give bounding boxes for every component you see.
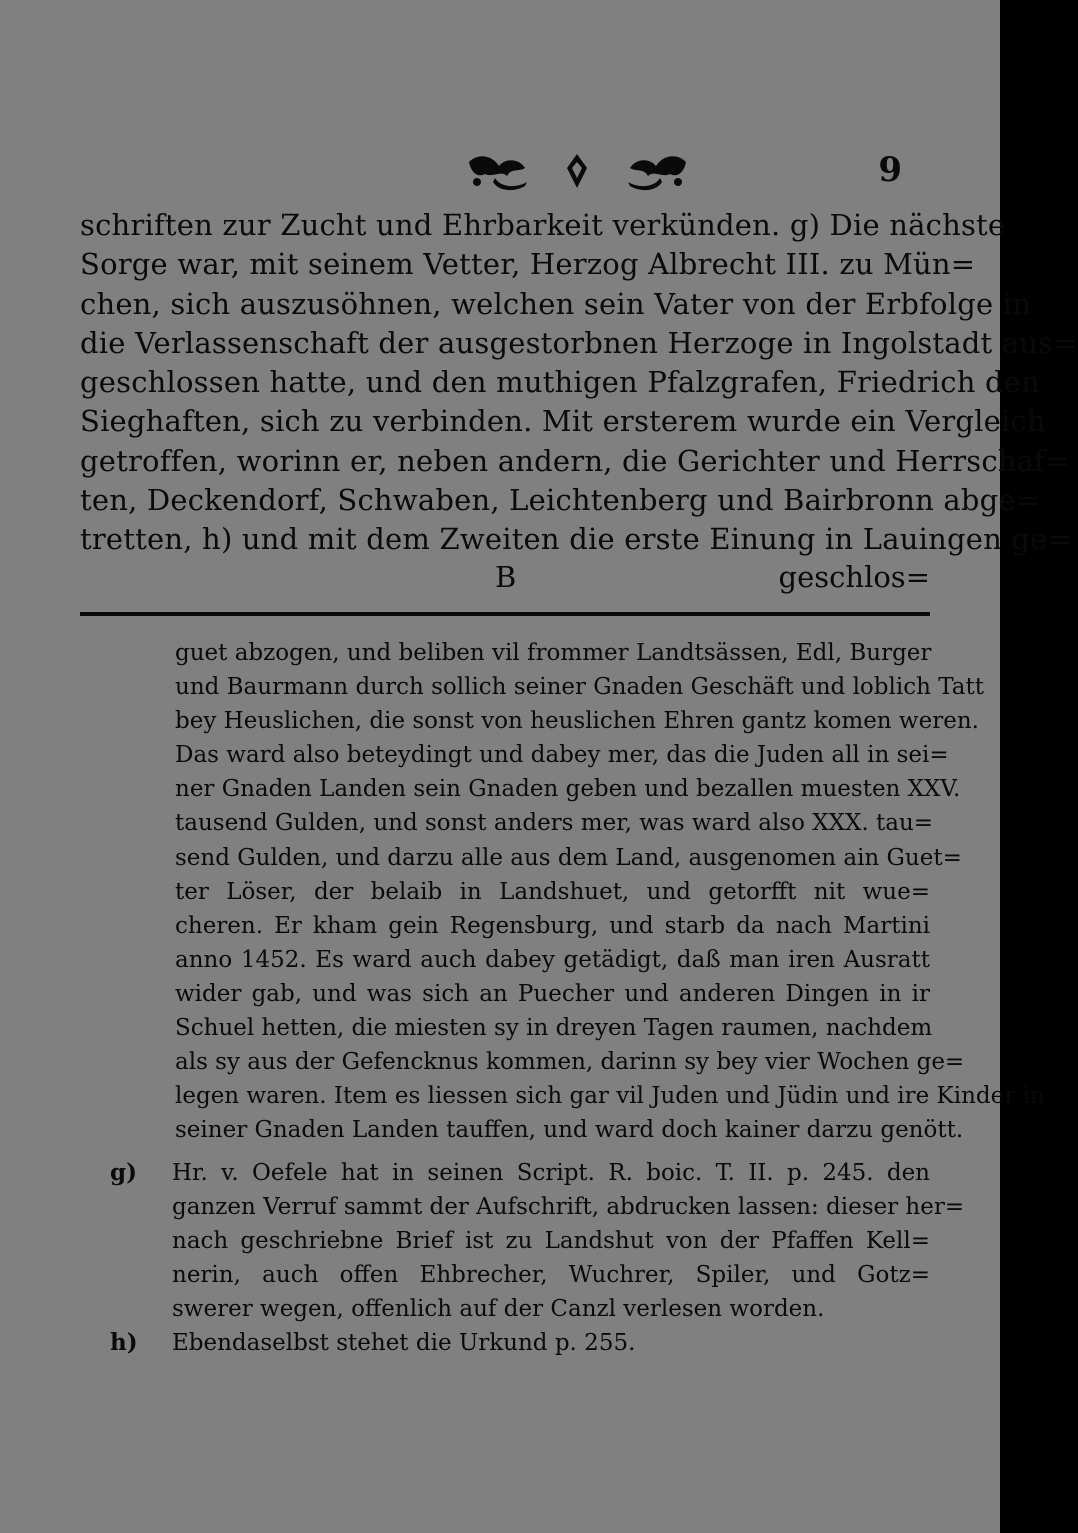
note-line: wider gab, und was sich an Puecher und anderen Dingen in ir (175, 980, 930, 1007)
footnote-line: nach geschriebne Brief ist zu Landshut von der Pfaffen Kell= (172, 1228, 930, 1255)
footnote-line: Ebendaselbst stehet die Urkund p. 255. (172, 1330, 636, 1357)
footnote-line: swerer wegen, offenlich auf der Canzl verlesen worden. (172, 1296, 825, 1323)
note-line: und Baurmann durch sollich seiner Gnaden Geschäft und loblich Tatt (175, 674, 984, 701)
main-paragraph (80, 206, 1078, 560)
note-line: tausend Gulden, und sonst anders mer, was ward also XXX. tau= (175, 810, 934, 837)
text-line: Sieghaften, sich zu verbinden. Mit ersterem wurde ein Vergleich (80, 404, 1046, 439)
note-line: Das ward also beteydingt und dabey mer, das die Juden all in sei= (175, 742, 949, 769)
catchword: geschlos= (778, 560, 930, 594)
note-line: legen waren. Item es liessen sich gar vil Juden und Jüdin und ire Kinder in (175, 1083, 1045, 1110)
footnotes (110, 1156, 965, 1361)
note-line: anno 1452. Es ward auch dabey getädigt, daß man iren Ausratt (175, 946, 930, 973)
page-number: 9 (878, 150, 902, 190)
text-line: geschlossen hatte, und den muthigen Pfalzgrafen, Friedrich den (80, 365, 1040, 400)
footnote-line: ganzen Verruf sammt der Aufschrift, abdrucken lassen: dieser her= (172, 1194, 965, 1221)
note-line: bey Heuslichen, die sonst von heuslichen Ehren gantz komen weren. (175, 708, 979, 735)
signature-row (80, 560, 930, 600)
note-line: cheren. Er kham gein Regensburg, und starb da nach Martini (175, 912, 930, 939)
note-line: Schuel hetten, die miesten sy in dreyen Tagen raumen, nachdem (175, 1015, 933, 1042)
footnote-h (110, 1326, 930, 1360)
text-line: tretten, h) und mit dem Zweiten die erste Einung in Lauingen ge= (80, 522, 1073, 557)
quoted-chronicle-note (175, 636, 1045, 1147)
note-line: send Gulden, und darzu alle aus dem Land, ausgenomen ain Guet= (175, 844, 962, 871)
footnote-marker: h) (110, 1329, 138, 1357)
note-line: ner Gnaden Landen sein Gnaden geben und bezallen muesten XXV. (175, 776, 961, 803)
note-line: ter Löser, der belaib in Landshuet, und getorfft nit wue= (175, 878, 930, 905)
text-line: ten, Deckendorf, Schwaben, Leichtenberg und Bairbronn abge= (80, 483, 1041, 518)
footnote-marker: g) (110, 1159, 137, 1186)
note-line: als sy aus der Gefencknus kommen, darinn sy bey vier Wochen ge= (175, 1049, 965, 1076)
note-line: seiner Gnaden Landen tauffen, und ward doch kainer darzu genött. (175, 1117, 964, 1144)
footnote-line: Hr. v. Oefele hat in seinen Script. R. boic. T. II. p. 245. den (172, 1160, 930, 1186)
footnote-rule (80, 612, 930, 616)
text-line: Sorge war, mit seinem Vetter, Herzog Albrecht III. zu Mün= (80, 247, 976, 282)
footnote-g (110, 1156, 965, 1326)
text-line: chen, sich auszusöhnen, welchen sein Vater von der Erbfolge in (80, 286, 1032, 321)
text-line: schriften zur Zucht und Ehrbarkeit verkünden. g) Die nächste (80, 208, 1006, 242)
note-line: guet abzogen, und beliben vil frommer Landtsässen, Edl, Burger (175, 640, 932, 666)
footnote-line: nerin, auch offen Ehbrecher, Wuchrer, Spiler, und Gotz= (172, 1262, 930, 1289)
page-header (80, 148, 930, 198)
signature-mark: B (495, 560, 517, 594)
text-line: die Verlassenschaft der ausgestorbnen Herzoge in Ingolstadt aus= (80, 325, 1078, 360)
fleuron-ornament-icon (465, 148, 690, 194)
text-line: getroffen, worinn er, neben andern, die Gerichter und Herrschaf= (80, 443, 1070, 478)
